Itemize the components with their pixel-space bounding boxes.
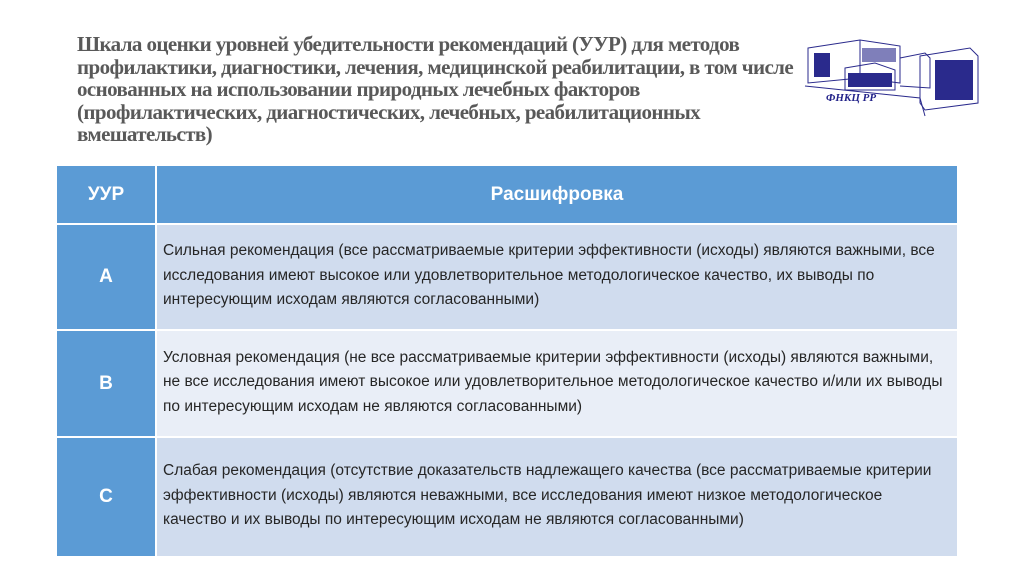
slide-title: Шкала оценки уровней убедительности рекомендаций (УУР) для методов профилактики, диагностики, лечения, медицинской реабилитации, в том числе основанных на использовании природных лечебных факторов (профилактических, диагностических, лечебных, реабилитационных вмешательств) bbox=[77, 32, 794, 146]
row-code: A bbox=[56, 224, 156, 330]
header-description: Расшифровка bbox=[156, 165, 958, 224]
row-description: Слабая рекомендация (отсутствие доказательств надлежащего качества (все рассматриваемые критерии эффективности (исходы) являются неважными, все исследования имеют низкое методологическое качество и их выводы по интересующим исходам не являются согласованными) bbox=[156, 437, 958, 557]
table-row bbox=[56, 330, 958, 437]
table-header-row bbox=[56, 165, 958, 224]
logo-text: ФНКЦ РР bbox=[826, 92, 877, 104]
building-logo-image bbox=[800, 28, 980, 123]
table-row bbox=[56, 224, 958, 330]
row-code: C bbox=[56, 437, 156, 557]
row-description: Сильная рекомендация (все рассматриваемые критерии эффективности (исходы) являются важными, все исследования имеют высокое или удовлетворительное методологическое качество, их выводы по интересующим исходам являются согласованными) bbox=[156, 224, 958, 330]
uur-table bbox=[55, 164, 959, 558]
row-code: B bbox=[56, 330, 156, 437]
header-uur: УУР bbox=[56, 165, 156, 224]
row-description: Условная рекомендация (не все рассматриваемые критерии эффективности (исходы) являются важными, не все исследования имеют высокое или удовлетворительное методологическое качество и/или их выводы по интересующим исходам не являются согласованными) bbox=[156, 330, 958, 437]
table-row bbox=[56, 437, 958, 557]
